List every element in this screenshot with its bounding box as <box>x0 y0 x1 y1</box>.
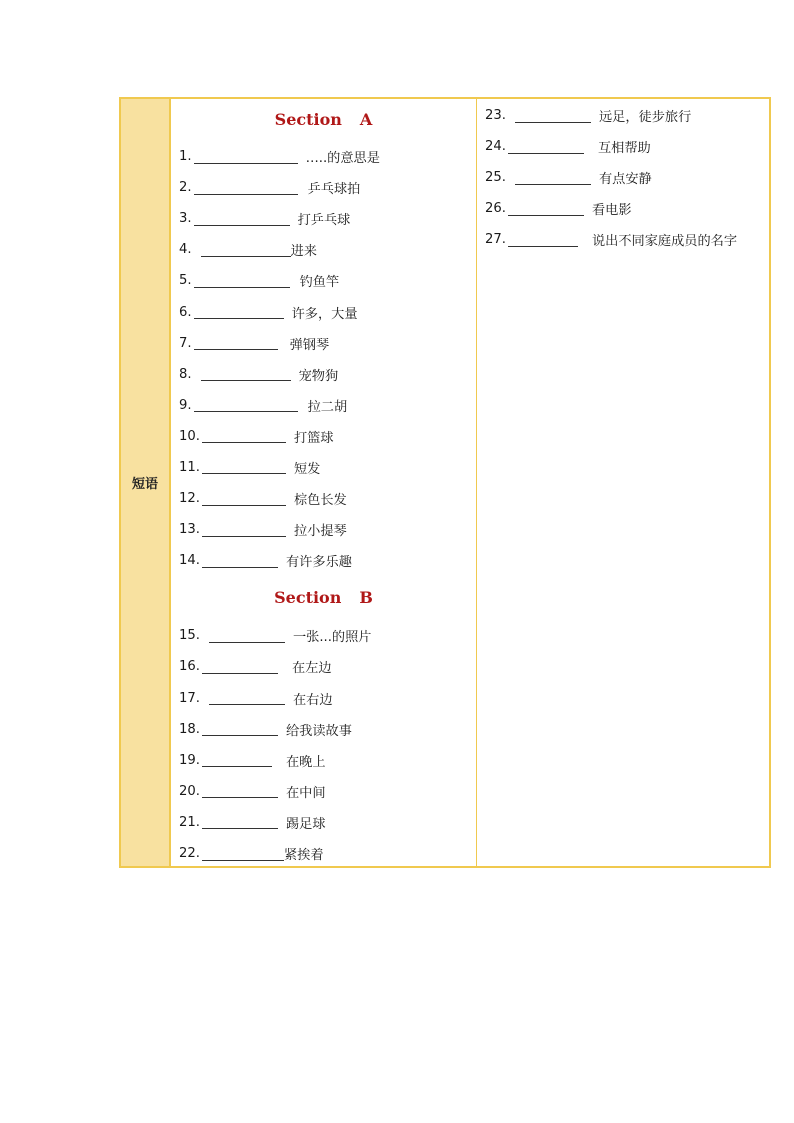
list-item <box>179 234 476 265</box>
section-b-list <box>179 620 476 869</box>
item-meaning: 短发 <box>293 461 321 477</box>
section-a-title-letter: A <box>359 110 373 129</box>
item-meaning: 乒乓球拍 <box>307 182 361 198</box>
item-meaning: 踢足球 <box>285 816 326 832</box>
item-meaning: 棕色长发 <box>293 493 347 509</box>
list-item <box>485 224 769 255</box>
item-number: 7. <box>179 335 192 351</box>
answer-blank[interactable] <box>194 212 290 226</box>
item-number: 16. <box>179 659 200 675</box>
item-number: 23. <box>485 108 506 124</box>
item-number: 17. <box>179 690 200 706</box>
item-number: 9. <box>179 397 192 413</box>
continued-column <box>477 99 769 866</box>
answer-blank[interactable] <box>202 660 278 674</box>
list-item <box>179 776 476 807</box>
item-meaning: 有许多乐趣 <box>285 555 352 571</box>
item-number: 18. <box>179 721 200 737</box>
list-item <box>179 838 476 869</box>
list-item <box>485 100 769 131</box>
section-a-list <box>179 141 476 576</box>
item-meaning: 说出不同家庭成员的名字 <box>591 234 738 250</box>
answer-blank[interactable] <box>194 150 298 164</box>
item-meaning: 拉二胡 <box>307 399 348 415</box>
item-number: 14. <box>179 553 200 569</box>
section-b-title <box>179 576 476 620</box>
item-meaning: 在左边 <box>291 661 332 677</box>
item-meaning: 紧挨着 <box>283 848 324 864</box>
list-item <box>179 265 476 296</box>
answer-blank[interactable] <box>508 233 578 247</box>
item-number: 5. <box>179 273 192 289</box>
item-number: 2. <box>179 180 192 196</box>
answer-blank[interactable] <box>194 181 298 195</box>
item-number: 26. <box>485 201 506 217</box>
item-meaning: 打乒乓球 <box>297 213 351 229</box>
list-item <box>485 162 769 193</box>
list-item <box>179 807 476 838</box>
item-meaning: 在右边 <box>292 692 333 708</box>
item-meaning: 打篮球 <box>293 430 334 446</box>
item-meaning: 给我读故事 <box>285 723 352 739</box>
answer-blank[interactable] <box>202 460 286 474</box>
item-meaning: 一张...的照片 <box>292 630 372 646</box>
item-number: 10. <box>179 428 200 444</box>
item-meaning: 宠物狗 <box>298 368 339 384</box>
answer-blank[interactable] <box>209 629 285 643</box>
item-meaning: 远足，徒步旅行 <box>598 110 692 126</box>
item-number: 1. <box>179 149 192 165</box>
list-item <box>179 545 476 576</box>
list-item <box>179 683 476 714</box>
list-item <box>179 359 476 390</box>
answer-blank[interactable] <box>202 784 278 798</box>
answer-blank[interactable] <box>202 523 286 537</box>
item-number: 11. <box>179 459 200 475</box>
list-item <box>485 193 769 224</box>
list-item <box>179 390 476 421</box>
item-meaning: 拉小提琴 <box>293 524 347 540</box>
item-number: 3. <box>179 211 192 227</box>
answer-blank[interactable] <box>202 554 278 568</box>
section-a-b-column <box>171 99 477 866</box>
category-label: 短语 <box>131 477 158 492</box>
answer-blank[interactable] <box>202 753 272 767</box>
item-number: 13. <box>179 522 200 538</box>
list-item <box>485 131 769 162</box>
list-item <box>179 514 476 545</box>
item-number: 21. <box>179 814 200 830</box>
phrase-table <box>119 97 771 868</box>
answer-blank[interactable] <box>508 202 584 216</box>
list-item <box>179 172 476 203</box>
answer-blank[interactable] <box>201 367 291 381</box>
list-item <box>179 452 476 483</box>
item-number: 20. <box>179 783 200 799</box>
answer-blank[interactable] <box>201 243 291 257</box>
item-meaning: 许多，大量 <box>291 306 358 322</box>
item-meaning: 有点安静 <box>598 172 652 188</box>
item-meaning: 钓鱼竿 <box>299 275 340 291</box>
list-item <box>179 141 476 172</box>
answer-blank[interactable] <box>202 492 286 506</box>
section-a-title-word: Section <box>274 110 342 129</box>
item-number: 24. <box>485 139 506 155</box>
item-number: 19. <box>179 752 200 768</box>
list-item <box>179 421 476 452</box>
continued-list <box>485 100 769 255</box>
answer-blank[interactable] <box>202 847 284 861</box>
answer-blank[interactable] <box>202 429 286 443</box>
list-item <box>179 296 476 327</box>
item-meaning: 互相帮助 <box>597 141 651 157</box>
answer-blank[interactable] <box>194 336 278 350</box>
section-b-title-letter: B <box>359 588 373 608</box>
item-number: 4. <box>179 242 192 258</box>
item-meaning: 在晚上 <box>285 754 326 770</box>
list-item <box>179 328 476 359</box>
item-meaning: 在中间 <box>285 785 326 801</box>
answer-blank[interactable] <box>515 109 591 123</box>
item-number: 8. <box>179 366 192 382</box>
answer-blank[interactable] <box>194 398 298 412</box>
section-b-title-word: Section <box>274 588 342 608</box>
answer-blank[interactable] <box>202 722 278 736</box>
item-meaning: 看电影 <box>591 203 632 219</box>
list-item <box>179 203 476 234</box>
answer-blank[interactable] <box>194 305 284 319</box>
section-a-title <box>179 99 476 139</box>
answer-blank[interactable] <box>515 171 591 185</box>
item-number: 6. <box>179 304 192 320</box>
item-meaning: 弹钢琴 <box>289 337 330 353</box>
item-meaning: …..的意思是 <box>305 151 380 167</box>
list-item <box>179 651 476 682</box>
list-item <box>179 714 476 745</box>
category-label-cell <box>121 99 171 866</box>
item-number: 12. <box>179 491 200 507</box>
answer-blank[interactable] <box>194 274 290 288</box>
list-item <box>179 745 476 776</box>
list-item <box>179 483 476 514</box>
answer-blank[interactable] <box>209 691 285 705</box>
item-number: 22. <box>179 846 200 862</box>
list-item <box>179 620 476 651</box>
item-meaning: 进来 <box>290 244 317 260</box>
item-number: 15. <box>179 628 200 644</box>
answer-blank[interactable] <box>202 815 278 829</box>
item-number: 27. <box>485 232 506 248</box>
item-number: 25. <box>485 170 506 186</box>
answer-blank[interactable] <box>508 140 584 154</box>
